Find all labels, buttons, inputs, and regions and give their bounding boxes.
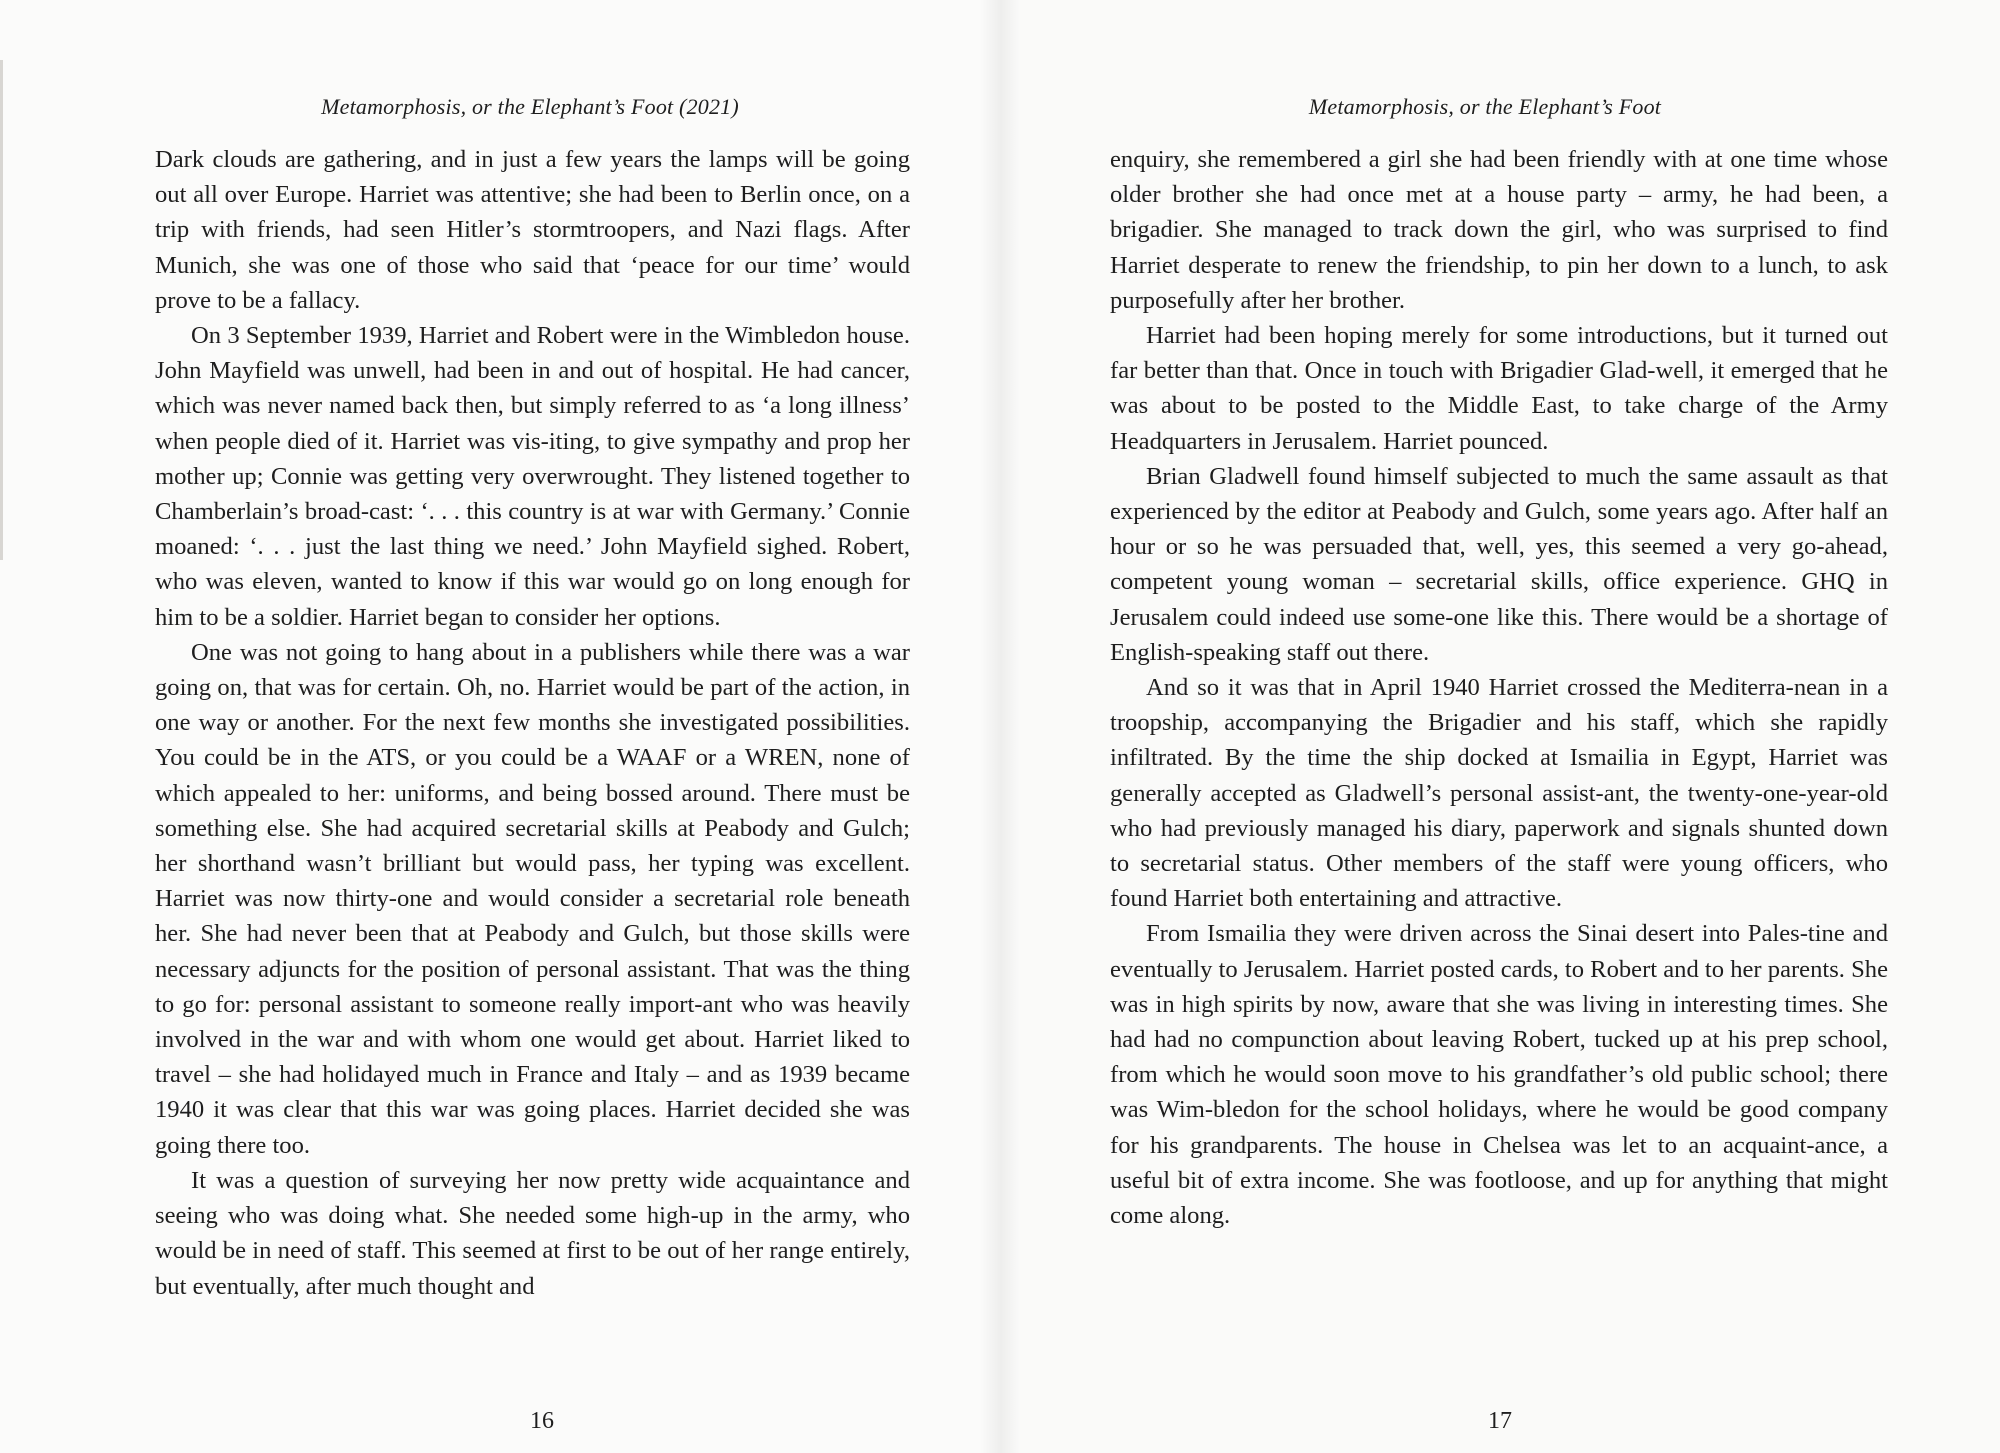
paragraph: From Ismailia they were driven across the Sinai desert into Pales-tine and eventually to Jerusalem. Harriet posted cards, to Robert and to her parents. She was in high spirits by now, aware that she was living in interesting times. She had had no compunction about leaving Robert, tucked up at his prep school, from which he would soon move to his grandfather’s old public school; there was Wim-bledon for the school holidays, where he would be good company for his grandparents. The house in Chelsea was let to an acquaint-ance, a useful bit of extra income. She was footloose, and up for anything that might come along. xyxy=(1110,920,1888,1230)
paragraph: enquiry, she remembered a girl she had been friendly with at one time whose older brother she had once met at a house party – army, he had been, a brigadier. She managed to track down the girl, who was surprised to find Harriet desperate to renew the friendship, to pin her down to a lunch, to ask purposefully after her brother. xyxy=(1110,146,1888,314)
right-page xyxy=(1000,0,2000,1453)
page-number-right: 17 xyxy=(1488,1408,1512,1434)
paragraph: On 3 September 1939, Harriet and Robert were in the Wimbledon house. John Mayfield was unwell, had been in and out of hospital. He had cancer, which was never named back then, but simply referred to as ‘a long illness’ when people died of it. Harriet was vis-iting, to give sympathy and prop her mother up; Connie was getting very overwrought. They listened together to Chamberlain’s broad-cast: ‘. . . this country is at war with Germany.’ Connie moaned: ‘. . . just the last thing we need.’ John Mayfield sighed. Robert, who was eleven, wanted to know if this war would go on long enough for him to be a soldier. Harriet began to consider her options. xyxy=(155,322,910,631)
running-head-right: Metamorphosis, or the Elephant’s Foot xyxy=(1308,94,1662,119)
page-number-left: 16 xyxy=(530,1408,554,1434)
running-head-left: Metamorphosis, or the Elephant’s Foot (2021) xyxy=(321,94,739,119)
paragraph: Brian Gladwell found himself subjected to much the same assault as that experienced by the editor at Peabody and Gulch, some years ago. After half an hour or so he was persuaded that, well, yes, this seemed a very go-ahead, competent young woman – secretarial skills, office experience. GHQ in Jerusalem could indeed use some-one like this. There would be a shortage of English-speaking staff out there. xyxy=(1110,462,1888,666)
paragraph: It was a question of surveying her now pretty wide acquaintance and seeing who was doing what. She needed some high-up in the army, who would be in need of staff. This seemed at first to be out of her range entirely, but eventually, after much thought and xyxy=(155,1166,910,1300)
paragraph: One was not going to hang about in a publishers while there was a war going on, that was for certain. Oh, no. Harriet would be part of the action, in one way or another. For the next few months she investigated possibilities. You could be in the ATS, or you could be a WAAF or a WREN, none of which appealed to her: uniforms, and being bossed around. There must be something else. She had acquired secretarial skills at Peabody and Gulch; her shorthand wasn’t brilliant but would pass, her typing was excellent. Harriet was now thirty-one and would consider a secretarial role beneath her. She had never been that at Peabody and Gulch, but those skills were necessary adjuncts for the position of personal assistant. That was the thing to go for: personal assistant to someone really import-ant who was heavily involved in the war and with whom one would get about. Harriet liked to travel – she had holidayed much in France and Italy – and as 1939 became 1940 it was clear that this war was going places. Harriet decided she was going there too. xyxy=(155,638,910,1159)
page-edge xyxy=(0,60,3,560)
right-page-body xyxy=(1110,142,1888,1233)
book-gutter xyxy=(980,0,1020,1453)
left-page-body xyxy=(155,142,910,1304)
paragraph: Dark clouds are gathering, and in just a few years the lamps will be going out all over Europe. Harriet was attentive; she had been to Berlin once, on a trip with friends, had seen Hitler’s stormtroopers, and Nazi flags. After Munich, she was one of those who said that ‘peace for our time’ would prove to be a fallacy. xyxy=(155,146,910,314)
paragraph: Harriet had been hoping merely for some introductions, but it turned out far better than that. Once in touch with Brigadier Glad-well, it emerged that he was about to be posted to the Middle East, to take charge of the Army Headquarters in Jerusalem. Harriet pounced. xyxy=(1110,322,1888,455)
paragraph: And so it was that in April 1940 Harriet crossed the Mediterra-nean in a troopship, accompanying the Brigadier and his staff, which she rapidly infiltrated. By the time the ship docked at Ismailia in Egypt, Harriet was generally accepted as Gladwell’s personal assist-ant, the twenty-one-year-old who had previously managed his diary, paperwork and signals shunted down to secretarial status. Other members of the staff were young officers, who found Harriet both entertaining and attractive. xyxy=(1110,674,1888,913)
